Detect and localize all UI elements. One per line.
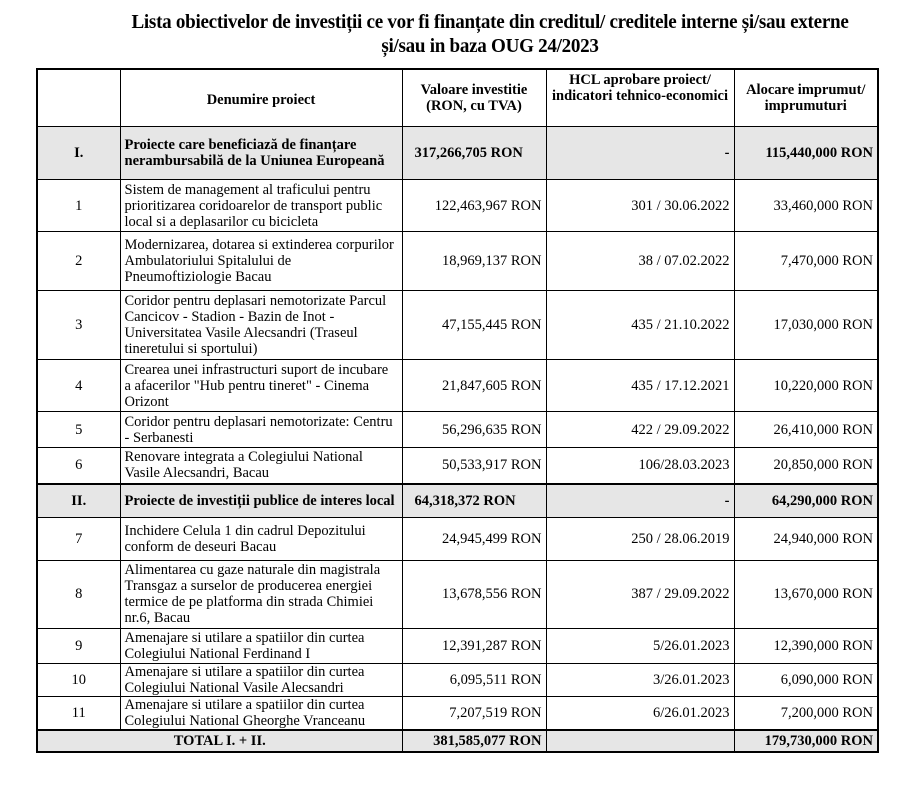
table-row bbox=[37, 696, 878, 730]
hcl-approval: 301 / 30.06.2022 bbox=[546, 180, 734, 232]
header-investment-value: Valoare investitie (RON, cu TVA) bbox=[402, 69, 546, 127]
project-name: Amenajare si utilare a spatiilor din curtea Colegiului National Gheorghe Vranceanu bbox=[120, 696, 402, 730]
total-hcl bbox=[546, 730, 734, 752]
table-row bbox=[37, 663, 878, 696]
loan-allocation: 20,850,000 RON bbox=[734, 448, 878, 484]
section-hcl: - bbox=[546, 127, 734, 180]
table-row bbox=[37, 517, 878, 560]
section-value: 64,318,372 RON bbox=[402, 484, 546, 518]
row-number: 7 bbox=[37, 517, 120, 560]
row-number: 10 bbox=[37, 663, 120, 696]
table-row bbox=[37, 360, 878, 412]
loan-allocation: 17,030,000 RON bbox=[734, 291, 878, 360]
row-number: 4 bbox=[37, 360, 120, 412]
hcl-approval: 387 / 29.09.2022 bbox=[546, 560, 734, 628]
hcl-approval: 435 / 21.10.2022 bbox=[546, 291, 734, 360]
investment-value: 13,678,556 RON bbox=[402, 560, 546, 628]
row-number: 3 bbox=[37, 291, 120, 360]
section-value: 317,266,705 RON bbox=[402, 127, 546, 180]
row-number: 11 bbox=[37, 696, 120, 730]
table-row bbox=[37, 560, 878, 628]
investment-value: 47,155,445 RON bbox=[402, 291, 546, 360]
section-row-eu-funded bbox=[37, 127, 878, 180]
project-name: Coridor pentru deplasari nemotorizate: Centru - Serbanesti bbox=[120, 412, 402, 448]
investment-value: 21,847,605 RON bbox=[402, 360, 546, 412]
hcl-approval: 6/26.01.2023 bbox=[546, 696, 734, 730]
section-allocation: 115,440,000 RON bbox=[734, 127, 878, 180]
project-name: Modernizarea, dotarea si extinderea corpurilor Ambulatoriului Spitalului de Pneumoftiziologie Bacau bbox=[120, 232, 402, 291]
investment-value: 18,969,137 RON bbox=[402, 232, 546, 291]
project-name: Amenajare si utilare a spatiilor din curtea Colegiului National Vasile Alecsandri bbox=[120, 663, 402, 696]
investment-value: 6,095,511 RON bbox=[402, 663, 546, 696]
loan-allocation: 6,090,000 RON bbox=[734, 663, 878, 696]
total-label: TOTAL I. + II. bbox=[37, 730, 402, 752]
loan-allocation: 7,200,000 RON bbox=[734, 696, 878, 730]
table-row bbox=[37, 180, 878, 232]
hcl-approval: 5/26.01.2023 bbox=[546, 628, 734, 663]
row-number: 6 bbox=[37, 448, 120, 484]
loan-allocation: 12,390,000 RON bbox=[734, 628, 878, 663]
section-title: Proiecte care beneficiază de finanțare nerambursabilă de la Uniunea Europeană bbox=[120, 127, 402, 180]
row-number: 5 bbox=[37, 412, 120, 448]
hcl-approval: 435 / 17.12.2021 bbox=[546, 360, 734, 412]
header-row bbox=[37, 69, 878, 127]
investment-value: 56,296,635 RON bbox=[402, 412, 546, 448]
project-name: Crearea unei infrastructuri suport de incubare a afacerilor "Hub pentru tineret" - Cinema Orizont bbox=[120, 360, 402, 412]
header-project-name: Denumire proiect bbox=[120, 69, 402, 127]
title-line-2: și/sau in baza OUG 24/2023 bbox=[381, 35, 599, 57]
project-name: Coridor pentru deplasari nemotorizate Parcul Cancicov - Stadion - Bazin de Inot - Universitatea Vasile Alecsandri (Traseul tineretului si sportului) bbox=[120, 291, 402, 360]
hcl-approval: 38 / 07.02.2022 bbox=[546, 232, 734, 291]
row-number: 1 bbox=[37, 180, 120, 232]
table-row bbox=[37, 412, 878, 448]
total-value: 381,585,077 RON bbox=[402, 730, 546, 752]
loan-allocation: 26,410,000 RON bbox=[734, 412, 878, 448]
hcl-approval: 3/26.01.2023 bbox=[546, 663, 734, 696]
total-allocation: 179,730,000 RON bbox=[734, 730, 878, 752]
row-number: 8 bbox=[37, 560, 120, 628]
hcl-approval: 422 / 29.09.2022 bbox=[546, 412, 734, 448]
title-line-1: Lista obiectivelor de investiții ce vor fi finanțate din creditul/ creditele interne și/sau externe bbox=[131, 11, 849, 33]
investment-table bbox=[36, 68, 879, 753]
table-row bbox=[37, 232, 878, 291]
section-allocation: 64,290,000 RON bbox=[734, 484, 878, 518]
loan-allocation: 24,940,000 RON bbox=[734, 517, 878, 560]
project-name: Alimentarea cu gaze naturale din magistrala Transgaz a surselor de producerea energiei termice de pe platforma din strada Chimiei nr.6, Bacau bbox=[120, 560, 402, 628]
section-number: I. bbox=[37, 127, 120, 180]
project-name: Amenajare si utilare a spatiilor din curtea Colegiului National Ferdinand I bbox=[120, 628, 402, 663]
loan-allocation: 10,220,000 RON bbox=[734, 360, 878, 412]
loan-allocation: 33,460,000 RON bbox=[734, 180, 878, 232]
project-name: Renovare integrata a Colegiului National Vasile Alecsandri, Bacau bbox=[120, 448, 402, 484]
section-hcl: - bbox=[546, 484, 734, 518]
header-loan-allocation: Alocare imprumut/ imprumuturi bbox=[734, 69, 878, 127]
section-number: II. bbox=[37, 484, 120, 518]
table-row bbox=[37, 448, 878, 484]
investment-value: 122,463,967 RON bbox=[402, 180, 546, 232]
loan-allocation: 13,670,000 RON bbox=[734, 560, 878, 628]
row-number: 9 bbox=[37, 628, 120, 663]
section-title: Proiecte de investiții publice de interes local bbox=[120, 484, 402, 518]
project-name: Sistem de management al traficului pentru prioritizarea coridoarelor de transport public local si a deplasarilor cu bicicleta bbox=[120, 180, 402, 232]
table-row bbox=[37, 628, 878, 663]
investment-value: 7,207,519 RON bbox=[402, 696, 546, 730]
header-nr bbox=[37, 69, 120, 127]
header-hcl-approval: HCL aprobare proiect/ indicatori tehnico-economici bbox=[546, 69, 734, 127]
row-number: 2 bbox=[37, 232, 120, 291]
document-title bbox=[90, 10, 890, 58]
investment-value: 50,533,917 RON bbox=[402, 448, 546, 484]
section-row-local-public bbox=[37, 484, 878, 518]
hcl-approval: 106/28.03.2023 bbox=[546, 448, 734, 484]
investment-value: 12,391,287 RON bbox=[402, 628, 546, 663]
hcl-approval: 250 / 28.06.2019 bbox=[546, 517, 734, 560]
investment-value: 24,945,499 RON bbox=[402, 517, 546, 560]
loan-allocation: 7,470,000 RON bbox=[734, 232, 878, 291]
total-row bbox=[37, 730, 878, 752]
project-name: Inchidere Celula 1 din cadrul Depozitului conform de deseuri Bacau bbox=[120, 517, 402, 560]
table-row bbox=[37, 291, 878, 360]
